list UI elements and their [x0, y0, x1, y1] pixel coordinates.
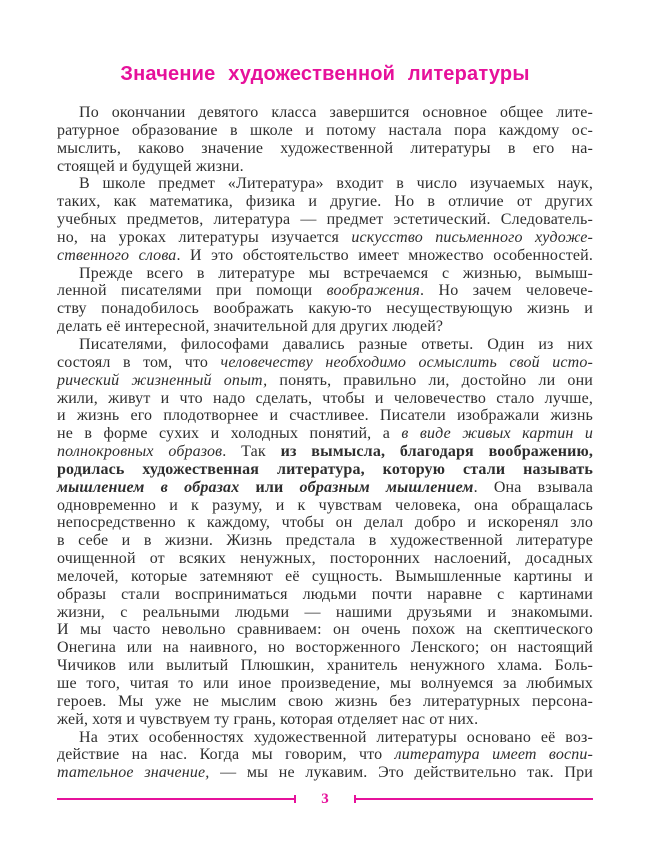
- text-line: [57, 693, 593, 711]
- text-line: [57, 158, 593, 176]
- text-segment: Прежде всего в литературе мы встречаемся с жизнью, вымыш-: [79, 264, 593, 282]
- text-segment: человечеству необходимо осмыслить свой исто-: [220, 353, 593, 371]
- page-number: 3: [321, 790, 329, 807]
- text-line: [57, 390, 593, 408]
- text-line: [57, 229, 593, 247]
- page-footer: [57, 791, 593, 807]
- text-line: [57, 354, 593, 372]
- text-segment: героев. Мы уже не мыслим свою жизнь без литературных персона-: [57, 692, 593, 710]
- text-segment: родилась художественная литература, которую стали называть: [57, 460, 593, 478]
- text-line: [57, 175, 593, 193]
- text-segment: . Но зачем человече-: [419, 282, 594, 300]
- text-segment: ратурное образование в школе и потому настала пора каждому ос-: [57, 121, 593, 139]
- text-segment: мышлением в образах: [57, 478, 256, 496]
- text-line: [57, 372, 593, 390]
- text-line: [57, 193, 593, 211]
- text-segment: . Она взывала: [473, 478, 594, 496]
- text-line: [57, 657, 593, 675]
- text-segment: Писателями, философами давались разные ответы. Один из них: [79, 335, 593, 353]
- text-segment: воображения: [326, 282, 420, 300]
- text-segment: В школе предмет «Литература» входит в число изучаемых наук,: [79, 175, 593, 193]
- text-line: [57, 300, 593, 318]
- text-line: [57, 604, 593, 622]
- text-segment: не в форме сухих и холодных понятий, а: [57, 425, 402, 443]
- text-segment: но, на уроках литературы изучается: [57, 228, 352, 246]
- text-segment: в себе и в жизни. Жизнь предстала в художественной литературе: [57, 532, 593, 550]
- page-title: Значение художественной литературы: [120, 63, 530, 85]
- text-line: [57, 586, 593, 604]
- text-segment: ственного слова: [57, 246, 177, 264]
- text-segment: ленной писателями при помощи: [57, 282, 327, 300]
- footer-rule-right: [354, 798, 593, 800]
- text-segment: очищенной от всяких ненужных, посторонних наслоений, досадных: [57, 550, 593, 568]
- text-segment: И мы часто невольно сравниваем: он очень похож на скептического: [57, 621, 593, 639]
- text-segment: одновременно и к разуму, и к чувствам человека, она обращалась: [57, 496, 593, 514]
- text-line: [57, 247, 593, 265]
- text-segment: ству понадобилось воображать какую-то несуществующую жизнь и: [57, 300, 593, 318]
- text-line: [57, 318, 593, 336]
- text-segment: делать её интересной, значительной для других людей?: [57, 318, 444, 336]
- text-segment: . И это обстоятельство имеет множество особенностей.: [176, 246, 593, 264]
- text-segment: из вымысла, благодаря воображению,: [280, 443, 593, 461]
- text-line: [57, 639, 593, 657]
- text-segment: искусство письменного художе-: [351, 228, 594, 246]
- text-segment: учебных предметов, литература — предмет эстетический. Следователь-: [57, 211, 593, 229]
- text-segment: стоящей и будущей жизни.: [57, 157, 244, 175]
- text-segment: рический жизненный опыт,: [57, 371, 268, 389]
- text-segment: По окончании девятого класса завершится основное общее лите-: [79, 104, 593, 121]
- text-line: [57, 282, 593, 300]
- text-segment: таких, как математика, физика и другие. Но в отличие от других: [57, 193, 593, 211]
- text-segment: непосредственно к каждому, чтобы он делал добро и искоренял зло: [57, 514, 593, 532]
- text-segment: действие на нас. Когда мы говорим, что: [57, 746, 395, 764]
- text-segment: в виде живых картин и: [401, 425, 593, 443]
- text-line: [57, 497, 593, 515]
- text-line: [57, 122, 593, 140]
- text-segment: тательное значение,: [57, 764, 210, 782]
- text-line: [57, 764, 593, 782]
- footer-rule-left: [57, 798, 296, 800]
- text-line: [57, 729, 593, 747]
- text-line: [57, 425, 593, 443]
- text-line: [57, 711, 593, 729]
- text-line: [57, 746, 593, 764]
- text-line: [57, 104, 593, 122]
- text-segment: и жизнь его плодотворнее и счастливее. Писатели изображали жизнь: [57, 407, 593, 425]
- body-text: [57, 104, 593, 782]
- text-line: [57, 621, 593, 639]
- text-segment: Чичиков или вылитый Плюшкин, хранитель ненужного хлама. Боль-: [57, 657, 593, 675]
- text-line: [57, 140, 593, 158]
- text-segment: Онегина или на наивного, но восторженного Ленского; он настоящий: [57, 639, 593, 657]
- text-line: [57, 568, 593, 586]
- text-line: [57, 407, 593, 425]
- text-segment: образным мышлением: [283, 478, 474, 496]
- text-line: [57, 550, 593, 568]
- text-segment: полнокровных образов: [57, 443, 223, 461]
- text-segment: На этих особенностях художественной литературы основано её воз-: [79, 728, 593, 746]
- text-segment: или: [255, 478, 284, 496]
- text-segment: — мы не лукавим. Это действительно так. При: [209, 764, 593, 782]
- text-segment: мыслить, каково значение художественной литературы в его на-: [57, 139, 593, 157]
- text-segment: мелочей, которые затемняют её сущность. Вымышленные картины и: [57, 567, 593, 585]
- text-segment: жили, живут и что надо сделать, чтобы и человечество стало лучше,: [57, 389, 593, 407]
- text-line: [57, 461, 593, 479]
- text-segment: понять, правильно ли, достойно ли они: [267, 371, 593, 389]
- text-segment: жизни, с реальными людьми — нашими друзьями и знакомыми.: [57, 603, 593, 621]
- text-line: [57, 265, 593, 283]
- text-line: [57, 443, 593, 461]
- text-segment: . Так: [222, 443, 281, 461]
- text-line: [57, 336, 593, 354]
- text-segment: ше того, читая то или иное произведение, мы волнуемся за любимых: [57, 675, 593, 692]
- text-segment: состоял в том, что: [57, 353, 221, 371]
- text-segment: литература имеет воспи-: [394, 746, 593, 764]
- text-line: [57, 479, 593, 497]
- text-line: [57, 675, 593, 693]
- text-line: [57, 514, 593, 532]
- text-segment: образы стали восприниматься людьми почти наравне с картинами: [57, 585, 593, 603]
- text-line: [57, 532, 593, 550]
- text-line: [57, 211, 593, 229]
- text-segment: жей, хотя и чувствуем ту грань, которая отделяет нас от них.: [57, 710, 479, 728]
